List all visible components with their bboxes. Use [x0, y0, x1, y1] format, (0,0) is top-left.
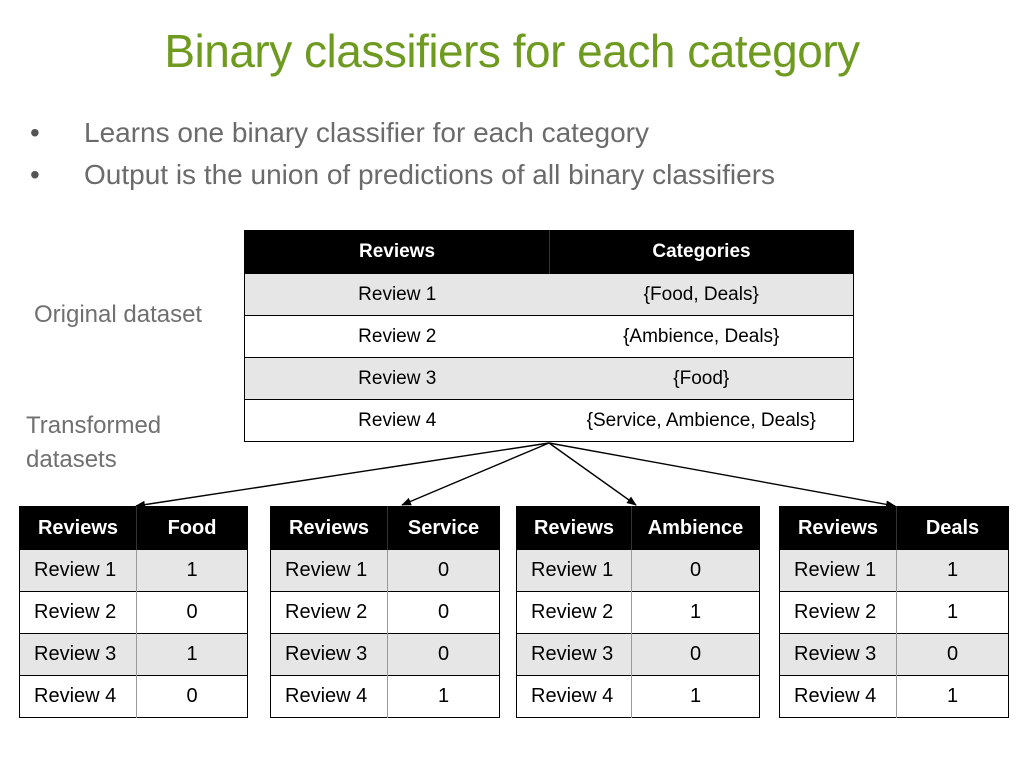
table-cell: Review 3 — [20, 634, 137, 676]
service-table — [270, 506, 500, 718]
table-row — [20, 550, 248, 592]
table-cell: Review 2 — [517, 592, 632, 634]
table-cell: Review 2 — [20, 592, 137, 634]
table-row — [517, 550, 760, 592]
table-cell: Review 1 — [245, 274, 550, 316]
table-cell: Review 4 — [271, 676, 388, 718]
table-cell: 0 — [388, 550, 500, 592]
table-cell: Review 2 — [271, 592, 388, 634]
table-row — [271, 676, 500, 718]
table-cell: {Service, Ambience, Deals} — [550, 400, 854, 442]
bullet-list — [30, 112, 775, 196]
table-row — [271, 634, 500, 676]
table-cell: Review 4 — [517, 676, 632, 718]
table-cell: Review 3 — [780, 634, 897, 676]
column-header: Reviews — [517, 507, 632, 550]
table-row — [20, 634, 248, 676]
bullet-item: • Output is the union of predictions of all binary classifiers — [30, 154, 775, 196]
deals-table — [779, 506, 1009, 718]
table-cell: Review 2 — [780, 592, 897, 634]
table-row — [245, 358, 854, 400]
table-cell: 0 — [632, 634, 760, 676]
arrow-to-service — [402, 443, 549, 505]
table-row — [517, 676, 760, 718]
column-header: Deals — [897, 507, 1009, 550]
table-cell: 0 — [137, 592, 248, 634]
table-cell: Review 4 — [780, 676, 897, 718]
table-row — [245, 316, 854, 358]
table-row — [245, 274, 854, 316]
table-cell: 1 — [632, 592, 760, 634]
table-row — [780, 634, 1009, 676]
original-dataset-table — [244, 230, 854, 442]
transformed-label-line: datasets — [26, 446, 117, 473]
table-row — [517, 634, 760, 676]
table-row — [245, 400, 854, 442]
arrow-to-ambience — [549, 443, 636, 505]
table-cell: 0 — [388, 592, 500, 634]
column-header: Ambience — [632, 507, 760, 550]
table-row — [20, 676, 248, 718]
table-cell: 1 — [388, 676, 500, 718]
table-cell: 1 — [897, 550, 1009, 592]
table-row — [780, 550, 1009, 592]
table-header-row — [20, 507, 248, 550]
table-cell: {Ambience, Deals} — [550, 316, 854, 358]
arrow-to-food — [136, 443, 549, 506]
table-cell: 1 — [137, 550, 248, 592]
bullet-item: • Learns one binary classifier for each category — [30, 112, 775, 154]
table-cell: Review 1 — [780, 550, 897, 592]
table-row — [271, 550, 500, 592]
table-cell: 0 — [897, 634, 1009, 676]
column-header: Categories — [550, 231, 854, 274]
table-cell: 1 — [632, 676, 760, 718]
table-row — [271, 592, 500, 634]
table-header-row — [780, 507, 1009, 550]
table-header-row — [245, 231, 854, 274]
table-cell: Review 2 — [245, 316, 550, 358]
table-cell: Review 1 — [517, 550, 632, 592]
table-row — [780, 592, 1009, 634]
table-cell: Review 4 — [245, 400, 550, 442]
column-header: Reviews — [780, 507, 897, 550]
table-cell: {Food} — [550, 358, 854, 400]
table-cell: 0 — [632, 550, 760, 592]
table-cell: Review 1 — [20, 550, 137, 592]
table-cell: 1 — [897, 592, 1009, 634]
table-cell: Review 3 — [245, 358, 550, 400]
table-cell: Review 4 — [20, 676, 137, 718]
table-header-row — [517, 507, 760, 550]
table-cell: 1 — [897, 676, 1009, 718]
table-row — [20, 592, 248, 634]
table-cell: 0 — [137, 676, 248, 718]
column-header: Reviews — [271, 507, 388, 550]
table-cell: 0 — [388, 634, 500, 676]
transformed-label-line: Transformed — [26, 412, 162, 439]
column-header: Reviews — [20, 507, 137, 550]
table-row — [517, 592, 760, 634]
slide-title: Binary classifiers for each category — [164, 25, 860, 77]
table-cell: {Food, Deals} — [550, 274, 854, 316]
ambience-table — [516, 506, 760, 718]
column-header: Food — [137, 507, 248, 550]
arrow-to-deals — [549, 443, 895, 506]
table-cell: Review 3 — [271, 634, 388, 676]
original-dataset-label: Original dataset — [34, 301, 203, 328]
transformed-datasets-label — [26, 409, 161, 477]
table-cell: Review 1 — [271, 550, 388, 592]
table-cell: 1 — [137, 634, 248, 676]
table-cell: Review 3 — [517, 634, 632, 676]
table-header-row — [271, 507, 500, 550]
column-header: Reviews — [245, 231, 550, 274]
food-table — [19, 506, 248, 718]
column-header: Service — [388, 507, 500, 550]
table-row — [780, 676, 1009, 718]
